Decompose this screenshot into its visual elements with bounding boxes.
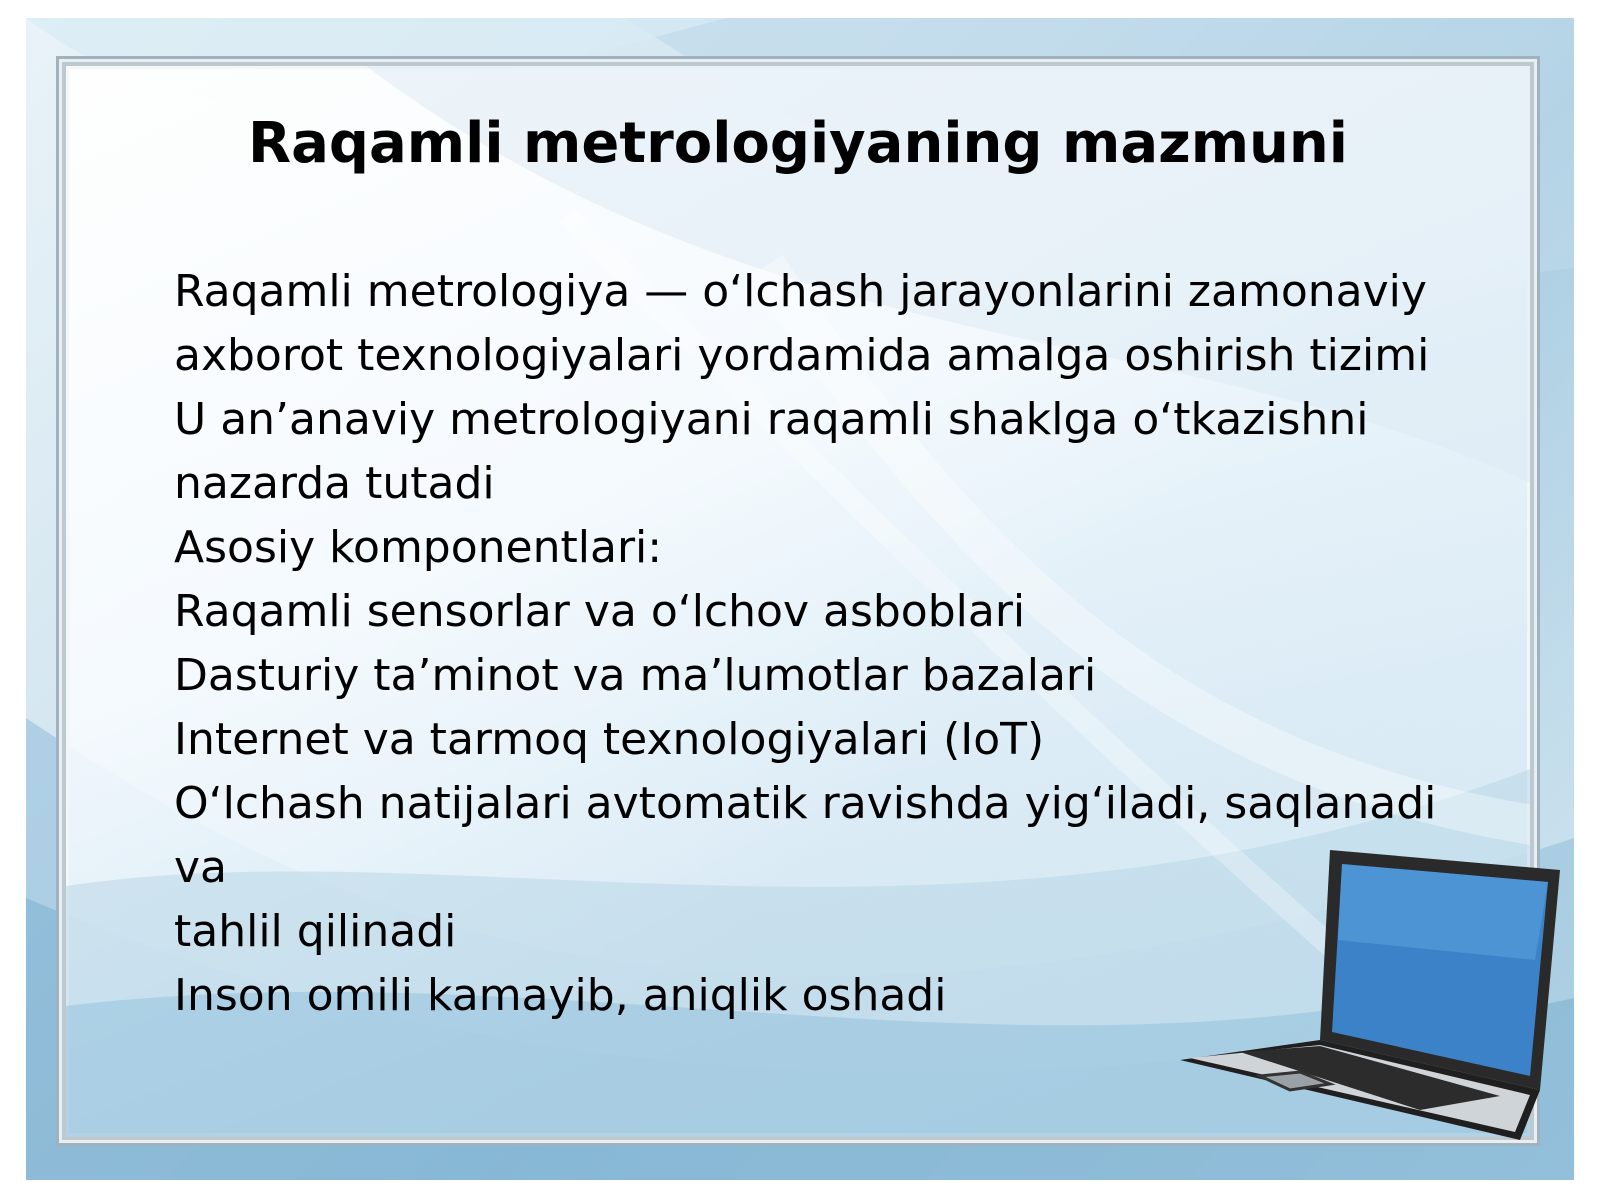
- body-line: O‘lchash natijalari avtomatik ravishda yig‘iladi, saqlanadi va: [174, 778, 1437, 893]
- body-line: tahlil qilinadi: [174, 906, 457, 957]
- laptop-icon: [1180, 840, 1580, 1140]
- body-line: axborot texnologiyalari yordamida amalga oshirish tizimi: [174, 330, 1430, 381]
- slide-title: Raqamli metrologiyaning mazmuni: [248, 111, 1348, 176]
- body-line: Raqamli sensorlar va o‘lchov asboblari: [174, 586, 1026, 637]
- body-line: Asosiy komponentlari:: [174, 522, 663, 573]
- body-line: U an’anaviy metrologiyani raqamli shaklga o‘tkazishni: [174, 394, 1369, 445]
- body-line: Dasturiy ta’minot va ma’lumotlar bazalari: [174, 650, 1097, 701]
- body-line: Inson omili kamayib, aniqlik oshadi: [174, 970, 947, 1021]
- body-line: Raqamli metrologiya — o‘lchash jarayonlarini zamonaviy: [174, 266, 1427, 317]
- body-line: Internet va tarmoq texnologiyalari (IoT): [174, 714, 1045, 765]
- body-line: nazarda tutadi: [174, 458, 495, 509]
